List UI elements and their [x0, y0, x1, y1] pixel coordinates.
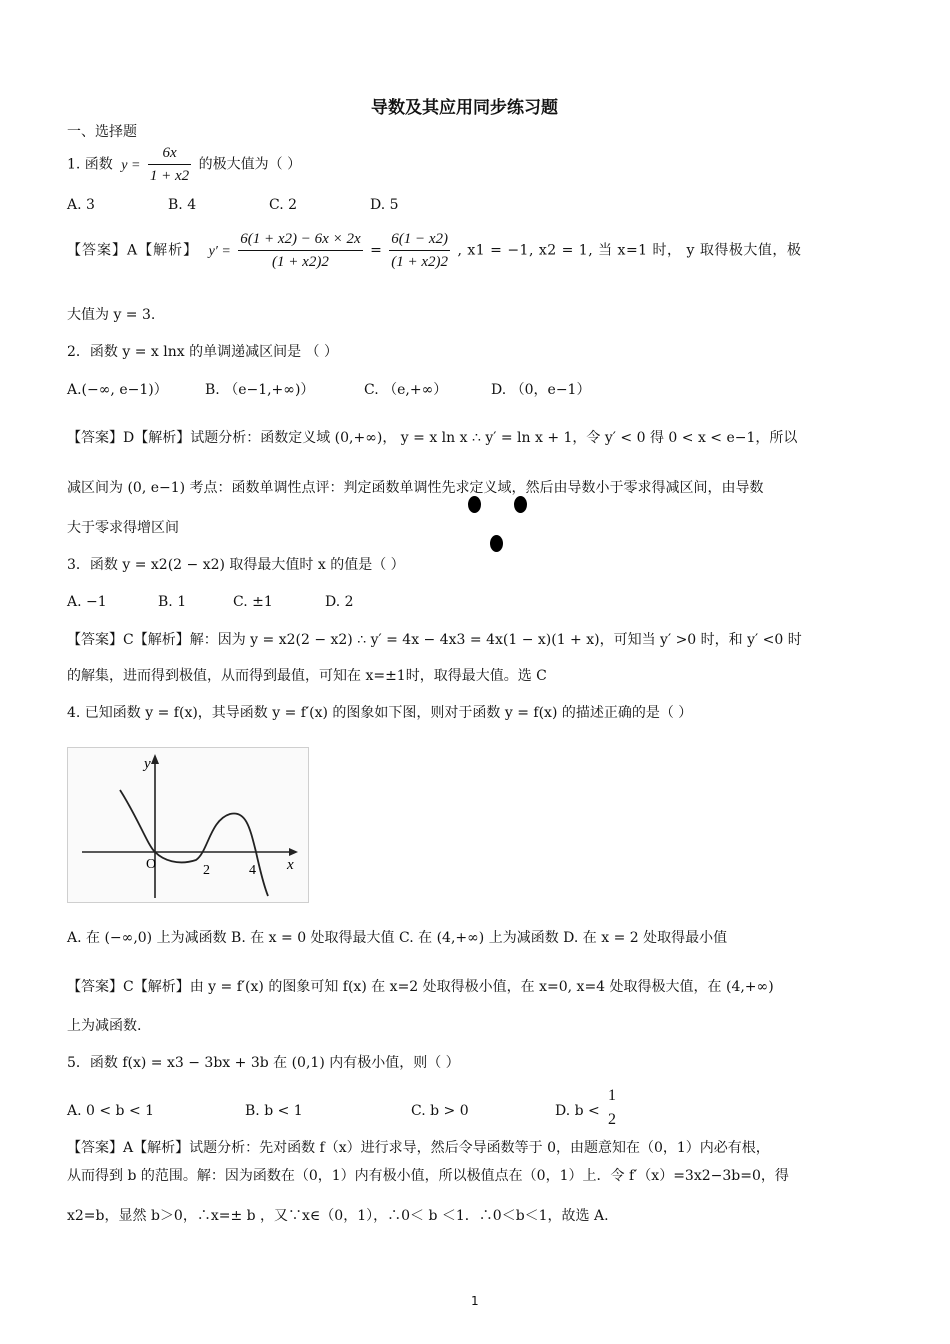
derivative-graph — [67, 747, 309, 903]
q2-answer-line3: 大于零求得增区间 — [67, 520, 179, 536]
q5-answer-line2: 从而得到 b 的范围。解：因为函数在（0，1）内有极小值，所以极值点在（0，1）上．令 f′（x）=3x2−3b=0，得 — [67, 1168, 789, 1184]
q1-answer-lhs: y′ = — [208, 243, 231, 259]
q2-option-b: B. （e−1,+∞)） — [205, 382, 315, 398]
q1-answer-eq: = — [370, 242, 382, 259]
q5-option-c: C. b > 0 — [411, 1103, 469, 1119]
stray-dot — [514, 496, 527, 513]
q3-answer-line1: 【答案】C【解析】解：因为 y = x2(2 − x2) ∴ y′ = 4x − 4x3 = 4x(1 − x)(1 + x)，可知当 y′ >0 时，和 y′ <0 时 — [67, 632, 802, 648]
derivative-graph-svg — [68, 748, 308, 902]
q2-option-c: C. （e,+∞） — [364, 382, 448, 398]
q1-answer-num2: 6(1 − x2) — [389, 229, 450, 251]
q5-option-a: A. 0 < b < 1 — [67, 1103, 155, 1119]
q3-option-c: C. ±1 — [233, 594, 273, 610]
q5-d-num: 1 — [608, 1087, 616, 1104]
q1-answer-den2: (1 + x2)2 — [391, 254, 449, 270]
q1-answer-line2: 大值为 y = 3. — [67, 307, 156, 323]
q2-answer-line2: 减区间为 (0, e−1) 考点：函数单调性点评：判定函数单调性先求定义域，然后由导数小于零求得减区间，由导数 — [67, 480, 764, 496]
q1-answer-frac2 — [389, 229, 450, 272]
q1-y: y = — [121, 157, 141, 173]
q1-option-b: B. 4 — [168, 197, 197, 213]
q3-option-d: D. 2 — [325, 594, 354, 610]
question-4: 4. 已知函数 y = f(x)，其导函数 y = f′(x) 的图象如下图，则对于函数 y = f(x) 的描述正确的是（ ） — [67, 705, 693, 721]
y-axis-arrow — [151, 754, 159, 764]
q1-option-a: A. 3 — [67, 197, 95, 213]
q3-option-b: B. 1 — [158, 594, 187, 610]
stray-dot — [490, 535, 503, 552]
question-5: 5．函数 f(x) = x3 − 3bx + 3b 在 (0,1) 内有极小值，则（ ） — [67, 1055, 460, 1071]
q1-tail: 的极大值为（ ） — [198, 156, 302, 173]
graph-origin-label: O — [146, 857, 157, 872]
graph-tick-2: 2 — [203, 863, 210, 878]
q1-answer-frac1 — [238, 229, 362, 272]
graph-x-label: x — [287, 857, 294, 873]
stray-dot — [468, 496, 481, 513]
question-3: 3．函数 y = x2(2 − x2) 取得最大值时 x 的值是（ ） — [67, 557, 405, 573]
q3-option-a: A. −1 — [67, 594, 107, 610]
q5-option-d-fraction — [608, 1084, 616, 1132]
q1-denominator: 1 + x2 — [149, 168, 190, 184]
q1-answer — [67, 229, 801, 272]
derivative-curve — [120, 790, 268, 896]
q2-option-a: A.(−∞, e−1)） — [67, 382, 168, 398]
question-1 — [67, 143, 301, 186]
q1-answer-den1: (1 + x2)2 — [272, 254, 329, 270]
page-title: 导数及其应用同步练习题 — [371, 98, 558, 118]
q5-d-den: 2 — [608, 1111, 616, 1128]
q1-answer-roots: , x1 = −1, x2 = 1, 当 x=1 时， y 取得极大值，极 — [457, 242, 802, 259]
q1-option-d: D. 5 — [370, 197, 399, 213]
q2-option-d: D. （0，e−1） — [491, 382, 591, 398]
q1-label: 1. 函数 — [67, 156, 113, 173]
q5-answer-line1: 【答案】A【解析】试题分析：先对函数 f（x）进行求导，然后令导函数等于 0，由题意知在（0，1）内必有根， — [67, 1140, 770, 1156]
q1-answer-tag: 【答案】A【解析】 — [67, 242, 199, 259]
q5-option-d: D. b < — [555, 1103, 600, 1119]
q4-answer-line1: 【答案】C【解析】由 y = f′(x) 的图象可知 f(x) 在 x=2 处取得极小值，在 x=0, x=4 处取得极大值，在 (4,+∞) — [67, 979, 774, 995]
q5-option-b: B. b < 1 — [245, 1103, 303, 1119]
q1-option-c: C. 2 — [269, 197, 298, 213]
q4-options: A. 在 (−∞,0) 上为减函数 B. 在 x = 0 处取得最大值 C. 在 (4,+∞) 上为减函数 D. 在 x = 2 处取得最小值 — [67, 930, 728, 946]
q1-fraction — [148, 143, 191, 186]
graph-y-label: y — [144, 756, 151, 772]
q3-answer-line2: 的解集，进而得到极值，从而得到最值，可知在 x=±1时，取得最大值。选 C — [67, 668, 547, 684]
page-number: 1 — [471, 1294, 479, 1308]
q4-answer-line2: 上为减函数. — [67, 1018, 142, 1034]
q1-answer-num1: 6(1 + x2) − 6x × 2x — [238, 229, 362, 251]
section-heading: 一、选择题 — [67, 124, 137, 140]
question-2: 2．函数 y = x lnx 的单调递减区间是 （ ） — [67, 344, 338, 360]
x-axis-arrow — [289, 848, 298, 856]
q2-answer-line1: 【答案】D【解析】试题分析：函数定义域 (0,+∞)， y = x ln x ∴ y′ = ln x + 1，令 y′ < 0 得 0 < x < e−1，所以 — [67, 430, 798, 446]
q1-numerator: 6x — [148, 143, 191, 165]
q5-answer-line3: x2=b，显然 b＞0，∴x=± b ，又∵x∈（0，1），∴0＜ b ＜1．∴0＜b＜1，故选 A. — [67, 1208, 609, 1224]
graph-tick-4: 4 — [249, 863, 256, 878]
